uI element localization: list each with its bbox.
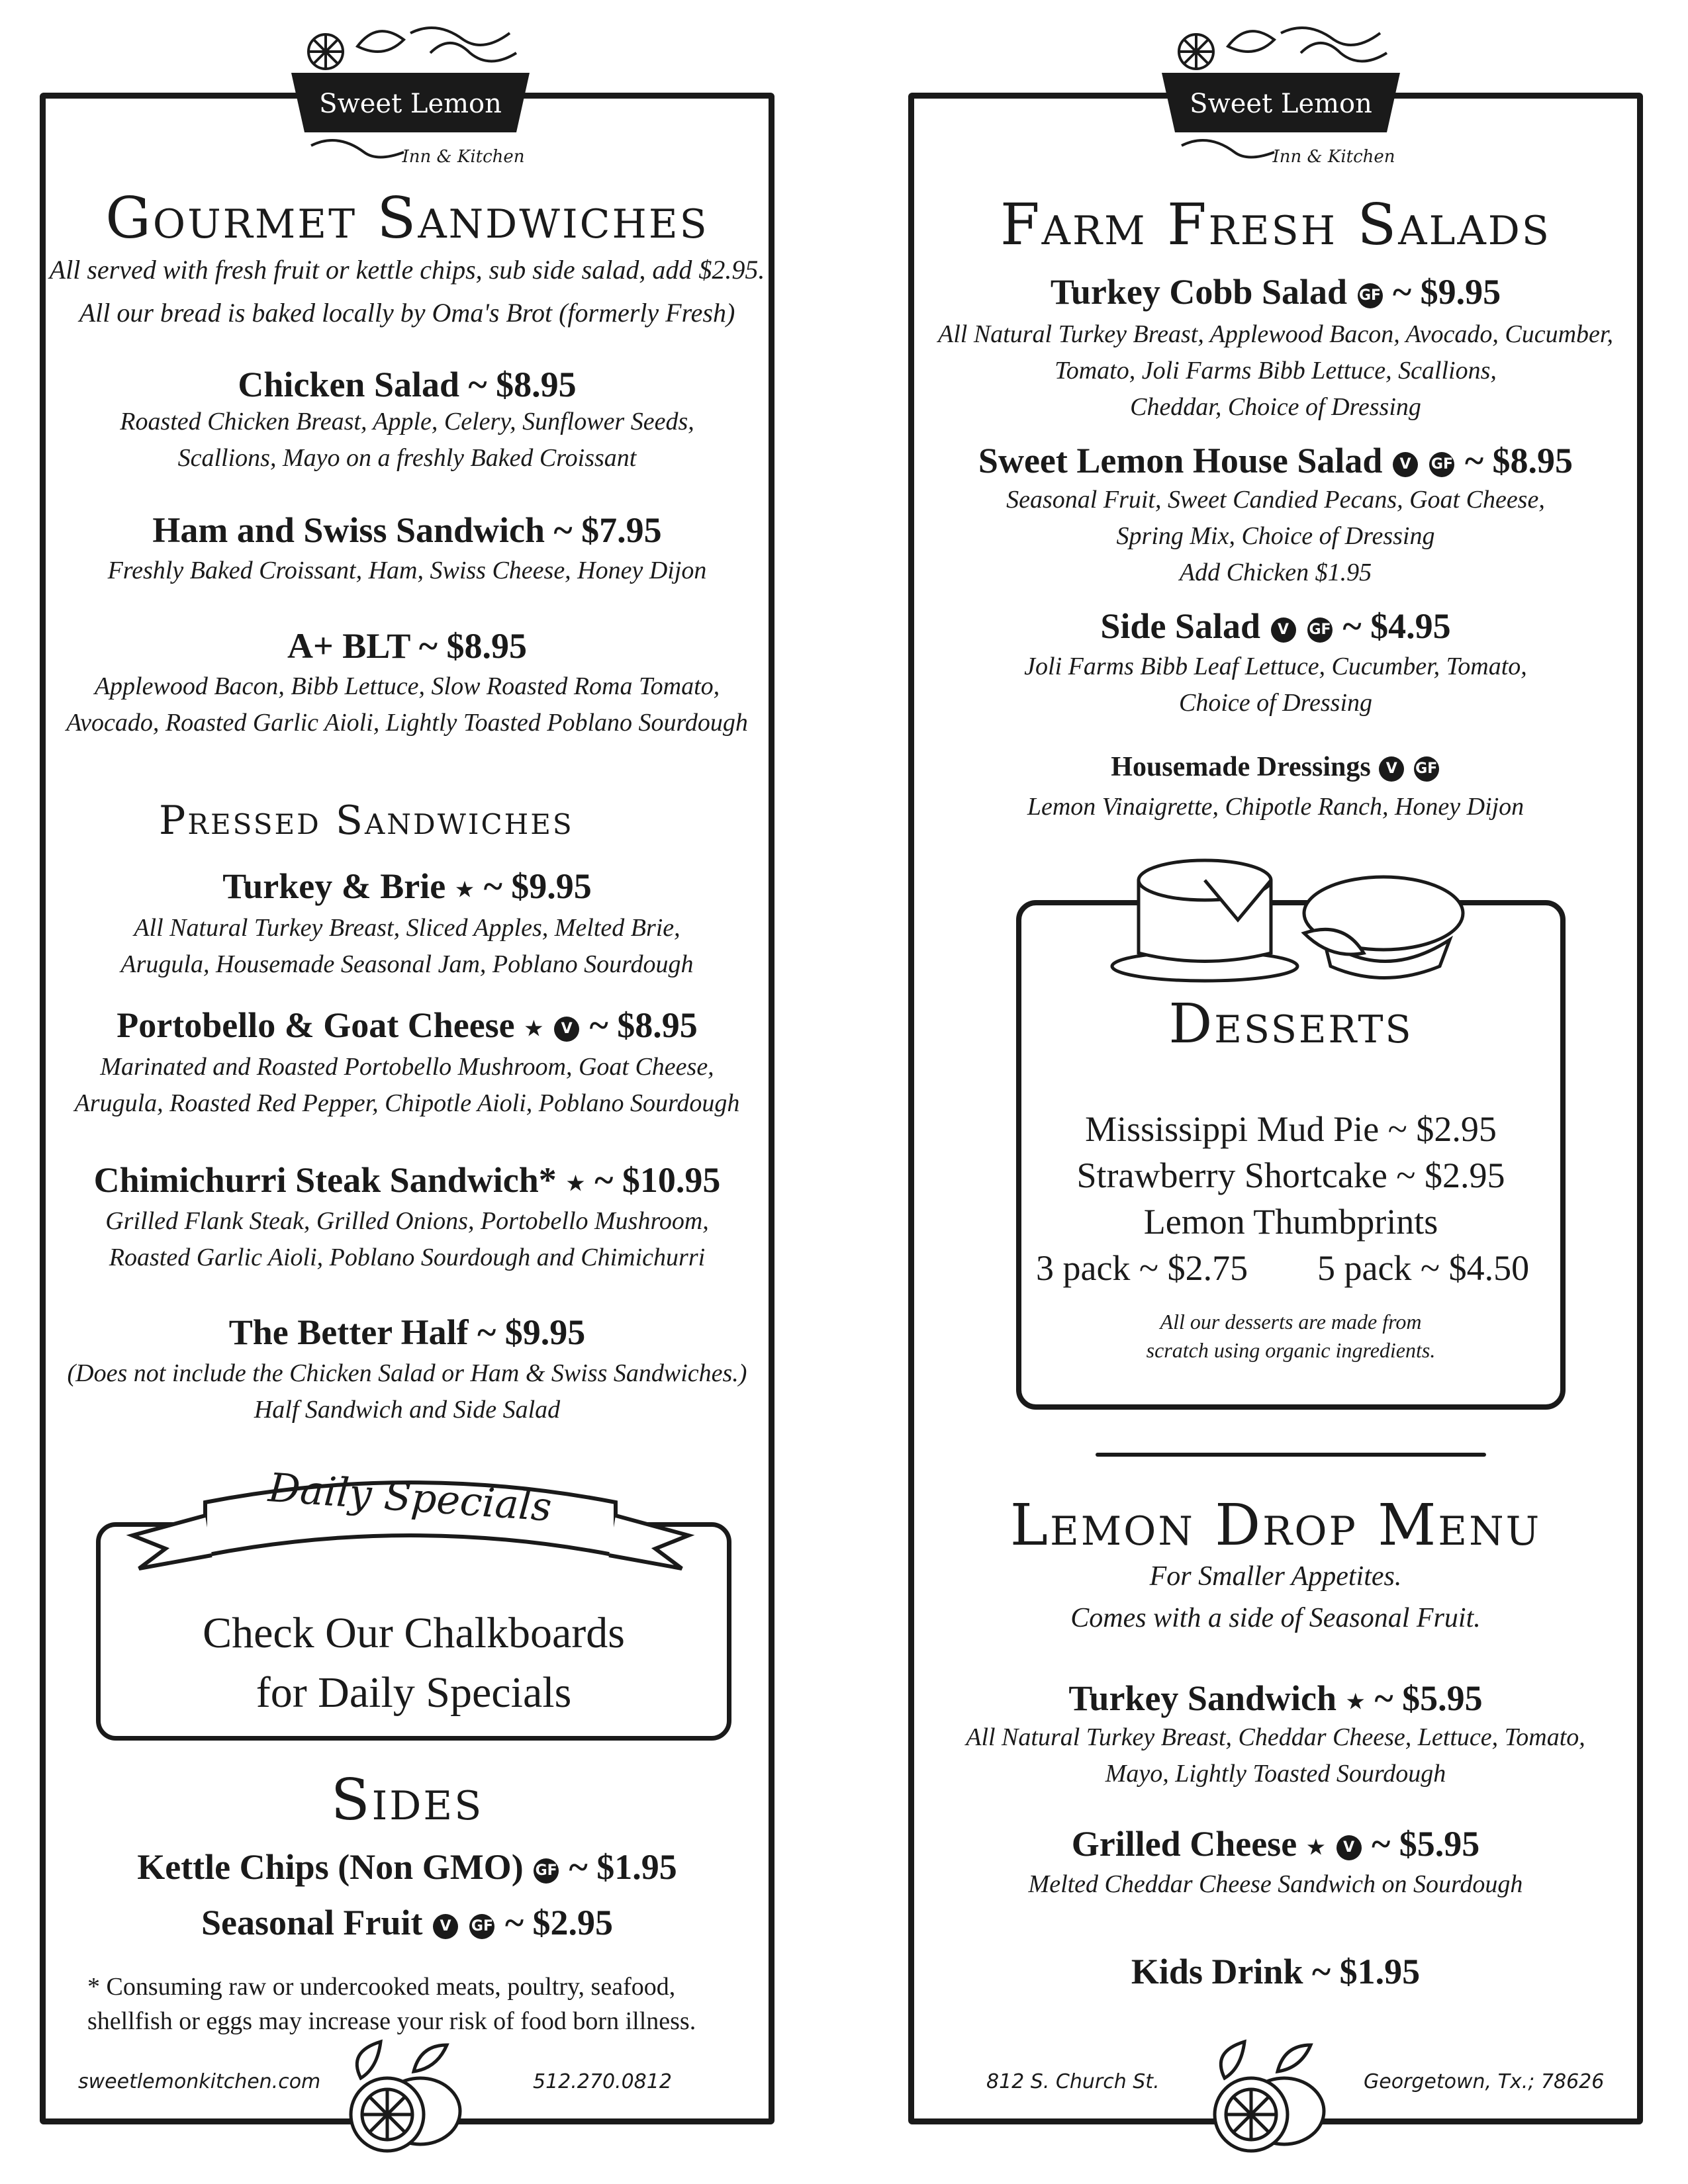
farm-fresh-salads-heading: Farm Fresh Salads (1000, 192, 1551, 258)
footer-address: 812 S. Church St. (986, 2070, 1160, 2093)
blt-title: A+ BLT ~ $8.95 (287, 626, 527, 666)
kids-turkey-price: ~ $5.95 (1374, 1678, 1483, 1718)
turkey-cobb-desc-2: Tomato, Joli Farms Bibb Lettuce, Scallions, (1055, 357, 1497, 385)
daily-specials-banner: Daily Specials (267, 1465, 553, 1531)
vegetarian-badge-icon: V (433, 1914, 458, 1939)
kids-turkey-name: Turkey Sandwich (1068, 1678, 1337, 1718)
desserts-heading: Desserts (1168, 993, 1413, 1056)
logo-brand-name: Sweet Lemon (319, 89, 502, 119)
lemon-illustration-icon (334, 2032, 467, 2164)
kettle-chips-price: ~ $1.95 (569, 1847, 677, 1887)
ham-swiss-title: Ham and Swiss Sandwich ~ $7.95 (152, 510, 662, 550)
dressings-list: Lemon Vinaigrette, Chipotle Ranch, Honey Dijon (1027, 793, 1524, 821)
gluten-free-badge-icon: GF (1307, 617, 1333, 643)
chimichurri-name: Chimichurri Steak Sandwich* (93, 1160, 557, 1200)
mud-pie-line: Mississippi Mud Pie ~ $2.95 (1085, 1109, 1497, 1149)
chimichurri-price: ~ $10.95 (594, 1160, 721, 1200)
turkey-cobb-desc-1: All Natural Turkey Breast, Applewood Bacon, Avocado, Cucumber, (938, 320, 1613, 348)
turkey-brie-desc-2: Arugula, Housemade Seasonal Jam, Poblano Sourdough (120, 950, 694, 978)
logo-subtitle: Inn & Kitchen (402, 147, 525, 167)
lemon-drop-sub-2: Comes with a side of Seasonal Fruit. (1070, 1603, 1481, 1633)
seasonal-fruit-title (40, 1902, 774, 1943)
side-salad-desc-1: Joli Farms Bibb Leaf Lettuce, Cucumber, Tomato, (1024, 653, 1527, 680)
chimichurri-desc-2: Roasted Garlic Aioli, Poblano Sourdough and Chimichurri (109, 1244, 706, 1271)
desserts-note-2: scratch using organic ingredients. (1146, 1338, 1436, 1362)
texas-star-icon: ★ (1305, 1834, 1327, 1861)
grilled-cheese-title (908, 1823, 1643, 1864)
gourmet-note-2: All our bread is baked locally by Oma's Brot (formerly Fresh) (79, 298, 735, 328)
turkey-brie-title (40, 866, 774, 907)
better-half-desc-1: (Does not include the Chicken Salad or Ham & Swiss Sandwiches.) (67, 1359, 747, 1387)
side-salad-title (908, 606, 1643, 647)
lemon-illustration-icon (1198, 2032, 1331, 2164)
turkey-brie-name: Turkey & Brie (222, 866, 446, 906)
kids-drink-title: Kids Drink ~ $1.95 (1131, 1952, 1421, 1991)
kettle-chips-title (40, 1846, 774, 1888)
daily-specials-line-1: Check Our Chalkboards (203, 1609, 625, 1657)
gourmet-sandwiches-heading: Gourmet Sandwiches (105, 185, 709, 251)
thumbprints-line: Lemon Thumbprints (1143, 1202, 1438, 1242)
gluten-free-badge-icon: GF (469, 1914, 494, 1939)
house-salad-name: Sweet Lemon House Salad (978, 441, 1383, 480)
chimichurri-desc-1: Grilled Flank Steak, Grilled Onions, Portobello Mushroom, (105, 1207, 709, 1235)
gluten-free-badge-icon: GF (1414, 756, 1439, 782)
portobello-price: ~ $8.95 (589, 1005, 698, 1045)
chimichurri-title (40, 1160, 774, 1201)
house-salad-desc-1: Seasonal Fruit, Sweet Candied Pecans, Goat Cheese, (1006, 486, 1545, 514)
house-salad-price: ~ $8.95 (1464, 441, 1573, 480)
side-salad-price: ~ $4.95 (1342, 606, 1451, 646)
chicken-salad-desc-1: Roasted Chicken Breast, Apple, Celery, Sunflower Seeds, (120, 408, 694, 435)
turkey-cobb-name: Turkey Cobb Salad (1050, 272, 1348, 312)
turkey-cobb-desc-3: Cheddar, Choice of Dressing (1130, 393, 1421, 421)
desserts-note-1: All our desserts are made from (1160, 1310, 1422, 1334)
footer-website-link[interactable]: sweetlemonkitchen.com (78, 2070, 321, 2093)
health-warning-2: shellfish or eggs may increase your risk of food born illness. (87, 2007, 696, 2035)
section-divider (1096, 1453, 1486, 1457)
chicken-salad-desc-2: Scallions, Mayo on a freshly Baked Croissant (177, 444, 637, 472)
sweet-lemon-logo (285, 20, 536, 172)
thumbprints-3-pack: 3 pack ~ $2.75 (1036, 1248, 1248, 1288)
lemon-drop-sub-1: For Smaller Appetites. (1149, 1561, 1402, 1592)
turkey-brie-desc-1: All Natural Turkey Breast, Sliced Apples, Melted Brie, (134, 914, 680, 942)
shortcake-line: Strawberry Shortcake ~ $2.95 (1076, 1156, 1505, 1195)
vegetarian-badge-icon: V (1393, 452, 1418, 477)
blt-desc-1: Applewood Bacon, Bibb Lettuce, Slow Roasted Roma Tomato, (94, 672, 720, 700)
house-salad-desc-2: Spring Mix, Choice of Dressing (1116, 522, 1435, 550)
grilled-cheese-price: ~ $5.95 (1372, 1824, 1480, 1864)
vegetarian-badge-icon: V (1271, 617, 1296, 643)
better-half-title: The Better Half ~ $9.95 (228, 1312, 586, 1352)
house-salad-title (908, 440, 1643, 481)
sweet-lemon-logo (1155, 20, 1407, 172)
turkey-brie-price: ~ $9.95 (483, 866, 592, 906)
dressings-title (908, 751, 1643, 783)
texas-star-icon: ★ (565, 1170, 586, 1197)
lemon-drop-menu-heading: Lemon Drop Menu (1009, 1492, 1542, 1559)
footer-phone: 512.270.0812 (533, 2070, 672, 2093)
kids-turkey-title (908, 1678, 1643, 1719)
portobello-desc-2: Arugula, Roasted Red Pepper, Chipotle Aioli, Poblano Sourdough (74, 1089, 740, 1117)
portobello-name: Portobello & Goat Cheese (117, 1005, 515, 1045)
better-half-desc-2: Half Sandwich and Side Salad (254, 1396, 561, 1424)
vegetarian-badge-icon: V (1336, 1835, 1362, 1860)
sides-heading: Sides (330, 1767, 484, 1833)
kettle-chips-name: Kettle Chips (Non GMO) (137, 1847, 524, 1887)
health-warning-1: * Consuming raw or undercooked meats, poultry, seafood, (87, 1973, 676, 2001)
grilled-cheese-desc: Melted Cheddar Cheese Sandwich on Sourdough (1028, 1870, 1523, 1898)
side-salad-name: Side Salad (1100, 606, 1260, 646)
dressings-title-text: Housemade Dressings (1111, 752, 1371, 782)
texas-star-icon: ★ (454, 876, 475, 903)
grilled-cheese-name: Grilled Cheese (1071, 1824, 1297, 1864)
portobello-title (40, 1005, 774, 1046)
house-salad-desc-3: Add Chicken $1.95 (1179, 559, 1372, 586)
turkey-cobb-title (908, 271, 1643, 312)
daily-specials-line-2: for Daily Specials (256, 1668, 572, 1717)
vegetarian-badge-icon: V (1379, 756, 1404, 782)
side-salad-desc-2: Choice of Dressing (1178, 689, 1372, 717)
pressed-sandwiches-heading: Pressed Sandwiches (159, 797, 574, 844)
blt-desc-2: Avocado, Roasted Garlic Aioli, Lightly Toasted Poblano Sourdough (66, 709, 748, 737)
footer-city: Georgetown, Tx.; 78626 (1364, 2070, 1605, 2093)
portobello-desc-1: Marinated and Roasted Portobello Mushroom, Goat Cheese, (100, 1053, 714, 1081)
vegetarian-badge-icon: V (554, 1017, 579, 1042)
kids-turkey-desc-2: Mayo, Lightly Toasted Sourdough (1105, 1760, 1446, 1788)
cake-and-pie-illustration-icon (1105, 841, 1476, 986)
texas-star-icon: ★ (1345, 1688, 1366, 1715)
turkey-cobb-price: ~ $9.95 (1393, 272, 1501, 312)
chicken-salad-title: Chicken Salad ~ $8.95 (238, 365, 577, 404)
seasonal-fruit-price: ~ $2.95 (504, 1903, 614, 1942)
gluten-free-badge-icon: GF (1358, 283, 1383, 308)
gluten-free-badge-icon: GF (1429, 452, 1454, 477)
texas-star-icon: ★ (524, 1015, 544, 1042)
logo-brand-name: Sweet Lemon (1190, 89, 1372, 119)
logo-subtitle: Inn & Kitchen (1272, 147, 1395, 167)
seasonal-fruit-name: Seasonal Fruit (201, 1903, 423, 1942)
gourmet-note-1: All served with fresh fruit or kettle chips, sub side salad, add $2.95. (49, 255, 765, 285)
thumbprints-5-pack: 5 pack ~ $4.50 (1317, 1248, 1530, 1288)
gluten-free-badge-icon: GF (534, 1858, 559, 1884)
ham-swiss-desc: Freshly Baked Croissant, Ham, Swiss Cheese, Honey Dijon (107, 557, 707, 584)
kids-turkey-desc-1: All Natural Turkey Breast, Cheddar Cheese, Lettuce, Tomato, (966, 1723, 1585, 1751)
